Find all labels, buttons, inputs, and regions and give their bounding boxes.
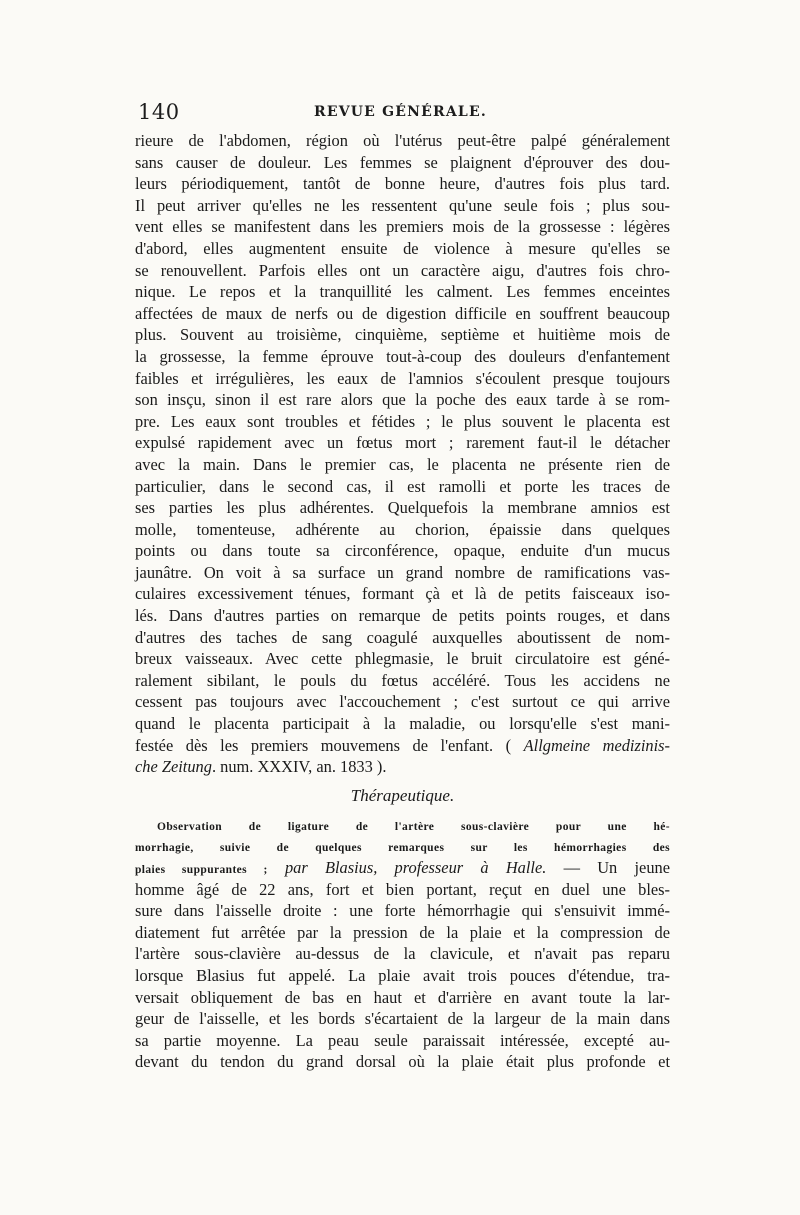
text-fragment: festée dès les premiers mouvemens de l'enfant. <box>135 735 494 755</box>
byline-par: par <box>267 858 325 877</box>
text-line: homme âgé de 22 ans, fort et bien portant, reçut en duel une bles- <box>135 879 670 899</box>
text-line: avec la main. Dans le premier cas, le placenta ne présente rien de <box>135 454 670 474</box>
text-line: vent elles se manifestent dans les premiers mois de la grossesse : légères <box>135 217 670 237</box>
citation-ref: . num. XXXIV, an. 1833 ). <box>211 757 387 777</box>
text-line: devant du tendon du grand dorsal où la plaie était plus profonde et <box>135 1052 670 1072</box>
text-line: lorsque Blasius fut appelé. La plaie avait trois pouces d'étendue, tra- <box>135 965 670 985</box>
text-line: molle, tomenteuse, adhérente au chorion, épaissie dans quelques <box>135 519 670 539</box>
text-line: diatement fut arrêtée par la pression de la plaie et la compression de <box>135 922 670 942</box>
text-line: d'abord, elles augmentent ensuite de violence à mesure qu'elles se <box>135 238 670 258</box>
observation-title-line <box>135 814 670 836</box>
citation-journal: Allgmeine medizinis- <box>523 735 670 755</box>
text-line: sure dans l'aisselle droite : une forte hémorrhagie qui s'ensuivit immé- <box>135 901 670 921</box>
text-line: sa partie moyenne. La peau seule paraissait intéressée, excepté au- <box>135 1030 670 1050</box>
observation-title-caps: plaies suppurantes ; <box>135 864 268 876</box>
text-line: breux vaisseaux. Avec cette phlegmasie, le bruit circulatoire est géné- <box>135 649 670 669</box>
text-line: leurs périodiquement, tantôt de bonne heure, d'autres fois plus tard. <box>135 174 670 194</box>
text-line: pre. Les eaux sont troubles et fétides ; le plus souvent le placenta est <box>135 411 670 431</box>
text-line-with-citation <box>135 735 670 757</box>
text-line: son insçu, sinon il est rare alors que la poche des eaux tarde à se rom- <box>135 390 670 410</box>
text-fragment: — Un jeune <box>546 858 670 877</box>
text-line: l'artère sous-clavière au-dessus de la clavicule, et n'avait pas reparu <box>135 944 670 964</box>
text-line: points ou dans toute sa circonférence, opaque, enduite d'un mucus <box>135 541 670 561</box>
text-line: plus. Souvent au troisième, cinquième, septième et huitième mois de <box>135 325 670 345</box>
text-line: faibles et irrégulières, les eaux de l'amnios s'écoulent presque toujours <box>135 368 670 388</box>
text-line: cessent pas toujours avec l'accouchement ; c'est surtout ce qui arrive <box>135 692 670 712</box>
observation-title-line <box>135 835 670 857</box>
text-line: rieure de l'abdomen, région où l'utérus peut-être palpé généralement <box>135 131 670 150</box>
text-line: jaunâtre. On voit à sa surface un grand nombre de ramifications vas- <box>135 562 670 582</box>
body-text <box>135 130 670 1073</box>
text-line: expulsé rapidement avec un fœtus mort ; rarement faut-il le détacher <box>135 433 670 453</box>
text-line: ses parties les plus adhérentes. Quelquefois la membrane amnios est <box>135 498 670 518</box>
citation-journal-cont: che Zeitung <box>135 757 212 777</box>
text-line: versait obliquement de bas en haut et d'arrière en avant toute la lar- <box>135 987 670 1007</box>
text-line: sans causer de douleur. Les femmes se plaignent d'éprouver des dou- <box>135 152 670 172</box>
text-line: quand le placenta participait à la maladie, ou lorsqu'elle s'est mani- <box>135 714 670 734</box>
observation-title-line <box>135 857 670 879</box>
section-title: Thérapeutique. <box>350 785 455 805</box>
text-line: particulier, dans le second cas, il est ramolli et porte les traces de <box>135 476 670 496</box>
text-line: ralement sibilant, le pouls du fœtus accéléré. Tous les accidens ne <box>135 670 670 690</box>
citation-open: ( <box>505 735 524 755</box>
page-number: 140 <box>138 100 180 124</box>
text-line: se renouvellent. Parfois elles ont un caractère aigu, d'autres fois chro- <box>135 260 670 280</box>
author-name: Blasius, professeur à Halle. <box>324 858 547 877</box>
text-line: affectées de maux de nerfs ou de digestion difficile en souffrent beaucoup <box>135 303 670 323</box>
text-line: geur de l'aisselle, et les bords s'écartaient de la largeur de la main dans <box>135 1009 670 1029</box>
citation-line <box>135 756 670 778</box>
running-title: REVUE GÉNÉRALE. <box>314 104 487 120</box>
text-line: la grossesse, la femme éprouve tout-à-coup des douleurs d'enfantement <box>135 346 670 366</box>
text-line: d'autres des taches de sang coagulé auxquelles aboutissent de nom- <box>135 627 670 647</box>
text-line: lés. Dans d'autres parties on remarque de petits points rouges, et dans <box>135 606 670 626</box>
text-line: culaires excessivement ténues, formant çà et là de petits faisceaux iso- <box>135 584 670 604</box>
text-line: nique. Le repos et la tranquillité les calment. Les femmes enceintes <box>135 282 670 302</box>
observation-title-caps: morrhagie, suivie de quelques remarques sur les hémorrhagies des <box>135 842 670 855</box>
text-line: Il peut arriver qu'elles ne les ressentent qu'une seule fois ; plus sou- <box>135 195 670 215</box>
page-header <box>138 100 668 124</box>
observation-title-caps: Observation de ligature de l'artère sous-clavière pour une hé- <box>157 820 670 833</box>
